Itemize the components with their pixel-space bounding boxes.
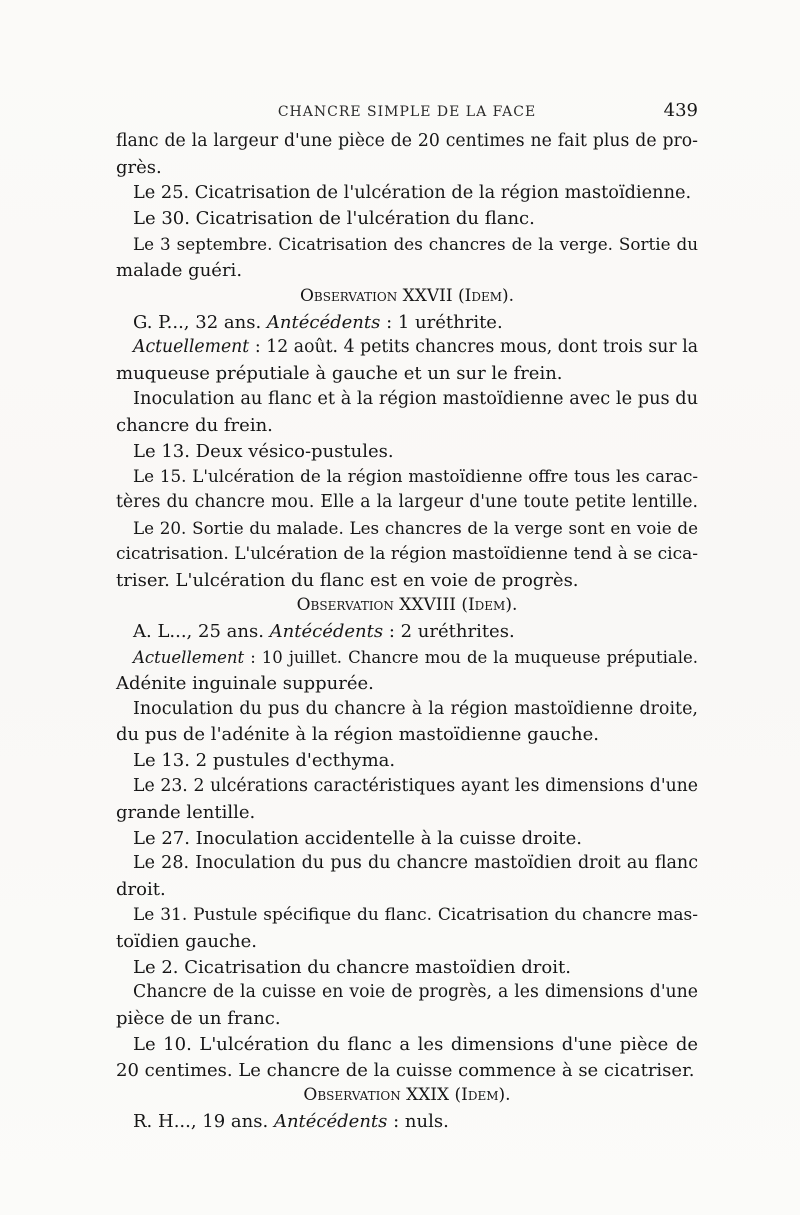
italic-term: Antécédents — [273, 1111, 388, 1133]
text-line: Le 10. L'ulcération du flanc a les dimensions d'une pièce de — [133, 1033, 698, 1055]
text-line: grès. — [116, 156, 162, 178]
text-line: Inoculation au flanc et à la région mastoïdienne avec le pus du — [133, 388, 699, 409]
text-line: droit. — [116, 879, 166, 901]
text-line: Le 25. Cicatrisation de l'ulcération de la région mastoïdienne. — [133, 182, 692, 203]
text-line — [116, 619, 698, 645]
text-line: Le 13. 2 pustules d'ecthyma. — [133, 750, 396, 772]
text-fragment: : nuls. — [387, 1111, 449, 1133]
text-line: pièce de un franc. — [116, 1008, 281, 1030]
text-line: Adénite inguinale suppurée. — [116, 672, 374, 694]
text-line: Le 30. Cicatrisation de l'ulcération du flanc. — [133, 208, 535, 230]
text-line: cicatrisation. L'ulcération de la région mastoïdienne tend à se cica- — [116, 543, 698, 564]
text-line: Inoculation du pus du chancre à la région mastoïdienne droite, — [133, 698, 698, 719]
page-header — [116, 100, 698, 128]
text-line: Le 15. L'ulcération de la région mastoïdienne offre tous les carac- — [133, 466, 698, 487]
text-line — [116, 310, 698, 336]
text-line: Le 31. Pustule spécifique du flanc. Cicatrisation du chancre mas- — [133, 904, 698, 925]
observation-heading: Observation XXIX (Idem). — [303, 1085, 511, 1106]
italic-term: Actuellement — [133, 647, 245, 667]
text-line: chancre du frein. — [116, 414, 273, 436]
text-line: Le 20. Sortie du malade. Les chancres de la verge sont en voie de — [133, 517, 698, 538]
text-fragment: : 12 août. 4 petits chancres mous, dont trois sur la — [249, 337, 698, 358]
italic-term: Antécédents — [266, 311, 381, 333]
text-line: Le 13. Deux vésico-pustules. — [133, 440, 394, 462]
text-line: tères du chancre mou. Elle a la largeur d'une toute petite lentille. — [116, 492, 698, 513]
text-line: Le 23. 2 ulcérations caractéristiques ayant les dimensions d'une — [133, 775, 698, 796]
text-line — [116, 335, 698, 361]
page-body — [116, 129, 698, 1135]
text-line: malade guéri. — [116, 259, 243, 281]
observation-heading: Observation XXVIII (Idem). — [296, 595, 518, 616]
italic-term: Actuellement — [133, 337, 250, 358]
observation-heading: Observation XXVII (Idem). — [299, 285, 515, 306]
running-title: CHANCRE SIMPLE DE LA FACE — [277, 104, 537, 120]
text-line — [116, 645, 698, 671]
text-line: du pus de l'adénite à la région mastoïdienne gauche. — [116, 724, 599, 746]
page-number: 439 — [663, 100, 698, 121]
text-line: muqueuse préputiale à gauche et un sur le frein. — [116, 363, 563, 385]
text-fragment: : 2 uréthrites. — [383, 621, 515, 643]
text-line: flanc de la largeur d'une pièce de 20 centimes ne fait plus de pro- — [116, 131, 698, 151]
text-line: toïdien gauche. — [116, 930, 257, 952]
text-line: Le 3 septembre. Cicatrisation des chancres de la verge. Sortie du — [133, 234, 698, 255]
patient-info: A. L..., 25 ans. — [133, 621, 264, 643]
text-fragment: : 1 uréthrite. — [380, 311, 503, 333]
italic-term: Antécédents — [269, 621, 384, 643]
text-line: Le 27. Inoculation accidentelle à la cuisse droite. — [133, 827, 582, 849]
text-line: Le 28. Inoculation du pus du chancre mastoïdien droit au flanc — [133, 853, 698, 874]
text-line: 20 centimes. Le chancre de la cuisse commence à se cicatriser. — [116, 1059, 695, 1081]
text-line: triser. L'ulcération du flanc est en voie de progrès. — [116, 569, 579, 591]
text-line: grande lentille. — [116, 801, 256, 823]
patient-info: R. H..., 19 ans. — [133, 1111, 269, 1133]
text-line: Le 2. Cicatrisation du chancre mastoïdien droit. — [133, 956, 571, 978]
text-line — [116, 1109, 698, 1135]
patient-info: G. P..., 32 ans. — [133, 311, 262, 333]
text-line: Chancre de la cuisse en voie de progrès, a les dimensions d'une — [133, 982, 698, 1003]
text-fragment: : 10 juillet. Chancre mou de la muqueuse préputiale. — [244, 647, 698, 667]
